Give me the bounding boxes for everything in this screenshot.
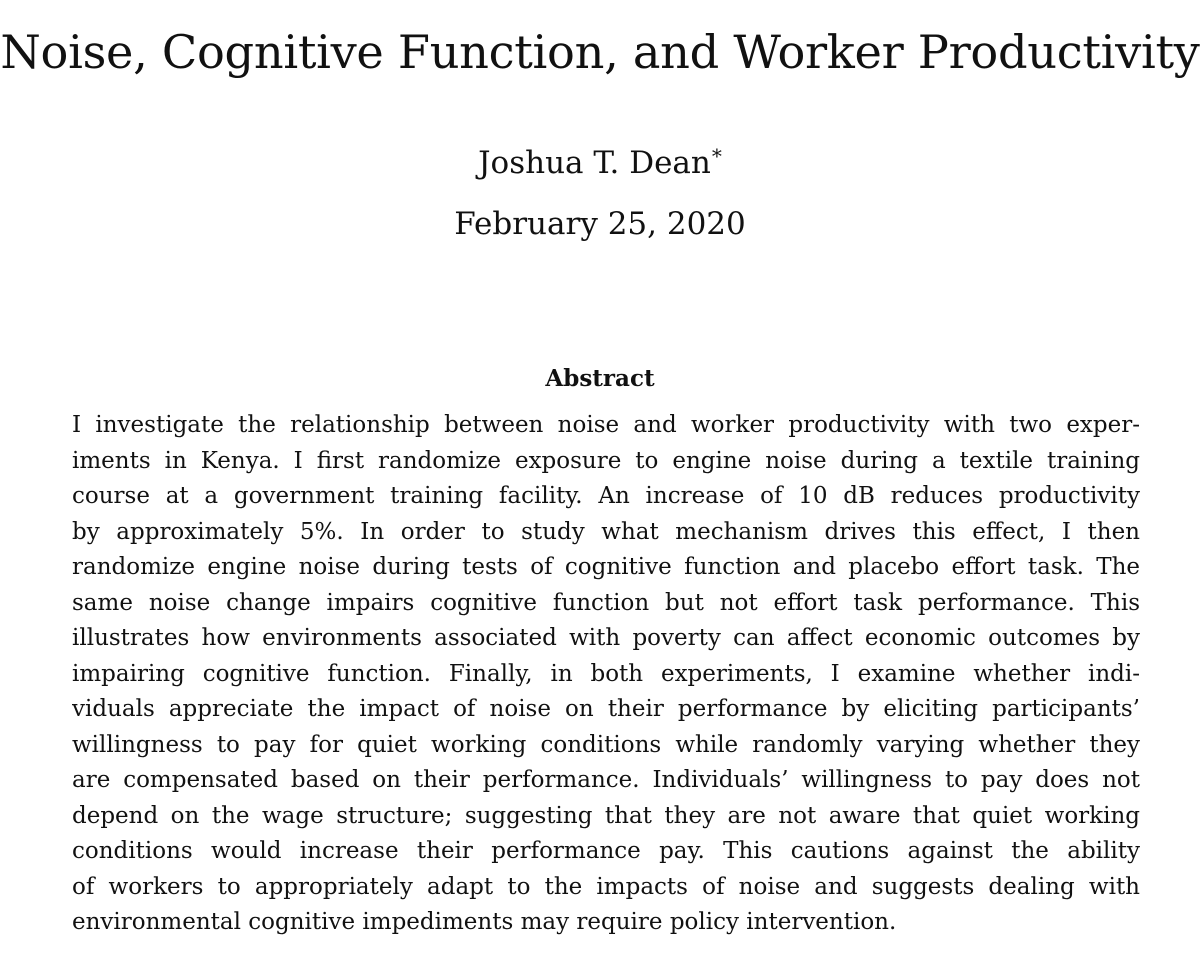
abstract-heading: Abstract (545, 365, 655, 392)
paper-title: Noise, Cognitive Function, and Worker Productivity (0, 25, 1200, 79)
abstract-line: I investigate the relationship between noise and worker productivity with two exper- (72, 412, 1140, 438)
abstract-line: viduals appreciate the impact of noise on their performance by eliciting participants’ (72, 696, 1140, 722)
abstract-line: iments in Kenya. I first randomize exposure to engine noise during a textile training (72, 447, 1140, 474)
abstract-line: course at a government training facility. An increase of 10 dB reduces productivity (72, 483, 1140, 509)
abstract-line: are compensated based on their performance. Individuals’ willingness to pay does not (72, 767, 1140, 793)
author-name: Joshua T. Dean (478, 145, 711, 181)
abstract-line: impairing cognitive function. Finally, in both experiments, I examine whether indi- (72, 660, 1140, 687)
abstract-line: of workers to appropriately adapt to the impacts of noise and suggests dealing with (72, 873, 1140, 900)
abstract-line: same noise change impairs cognitive function but not effort task performance. This (72, 589, 1140, 616)
abstract-line: depend on the wage structure; suggesting that they are not aware that quiet working (72, 802, 1140, 829)
abstract-line: by approximately 5%. In order to study what mechanism drives this effect, I then (72, 518, 1140, 545)
abstract-line: willingness to pay for quiet working conditions while randomly varying whether they (72, 731, 1140, 758)
abstract-body (72, 408, 1140, 941)
author (0, 134, 1200, 185)
abstract-line: illustrates how environments associated with poverty can affect economic outcomes by (72, 625, 1140, 651)
author-footnote-mark: * (711, 144, 722, 168)
abstract-line: conditions would increase their performance pay. This cautions against the ability (72, 838, 1140, 864)
abstract-line: environmental cognitive impediments may require policy intervention. (72, 909, 897, 935)
abstract-line: randomize engine noise during tests of cognitive function and placebo effort task. The (72, 554, 1140, 580)
publication-date: February 25, 2020 (454, 206, 746, 242)
